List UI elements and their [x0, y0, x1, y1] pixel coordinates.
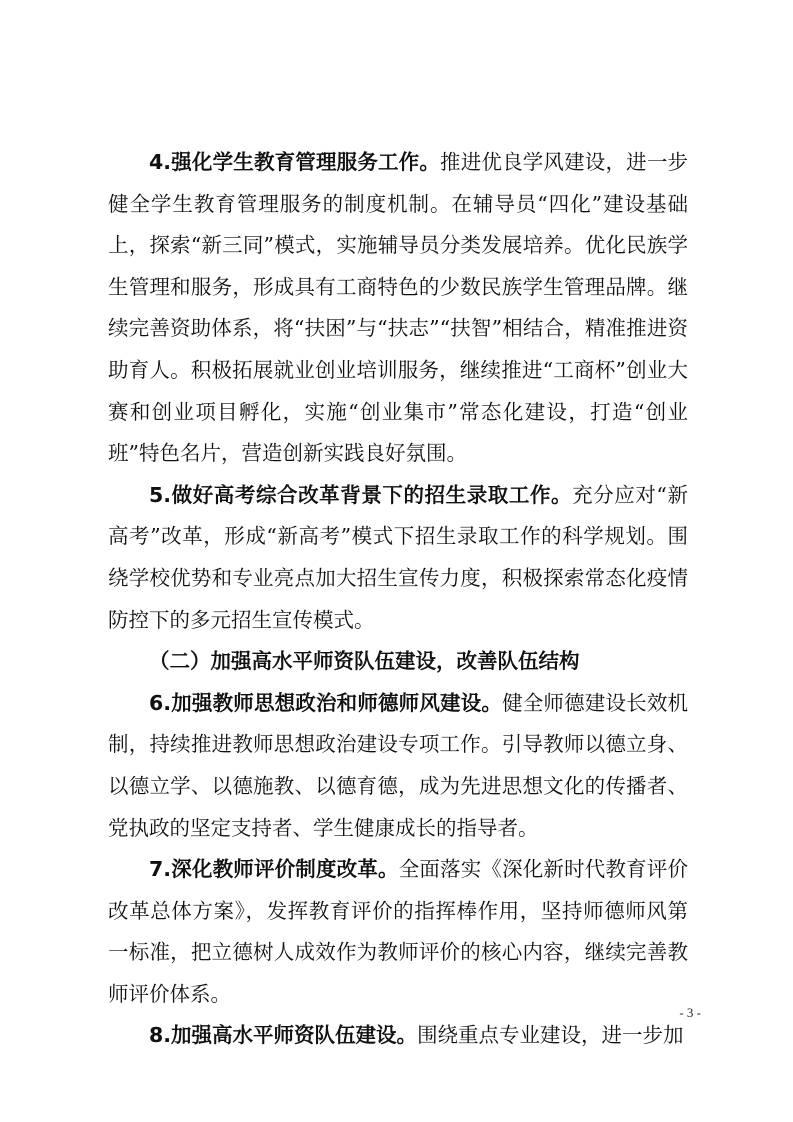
paragraph-heading: 4.强化学生教育管理服务工作。 — [149, 150, 441, 174]
paragraph-heading: 5.做好高考综合改革背景下的招生录取工作。 — [149, 482, 573, 507]
paragraph-student-management — [108, 142, 688, 475]
document-body — [108, 142, 688, 1057]
section-heading: （二）加强高水平师资队伍建设，改善队伍结构 — [149, 649, 580, 674]
paragraph-heading: 8.加强高水平师资队伍建设。 — [149, 1023, 418, 1048]
page-number: - 3 - — [679, 1005, 701, 1020]
paragraph-text: 全面落实《深化新时代教育评价改革总体方案》，发挥教育评价的指挥棒作用，坚持师德师风第一标准，把立德树人成效作为教师评价的核心内容，继续完善教师评价体系。 — [108, 857, 688, 1006]
paragraph-heading: 7.深化教师评价制度改革。 — [149, 857, 399, 882]
paragraph-text: 充分应对“新高考”改革，形成“新高考”模式下招生录取工作的科学规划。围绕学校优势和专业亮点加大招生宣传力度，积极探索常态化疫情防控下的多元招生宣传模式。 — [108, 482, 688, 632]
paragraph-text: 健全师德建设长效机制，持续推进教师思想政治建设专项工作。引导教师以德立身、以德立学、以德施教、以德育德，成为先进思想文化的传播者、党执政的坚定支持者、学生健康成长的指导者。 — [108, 690, 688, 840]
paragraph-teacher-evaluation — [108, 849, 688, 1015]
paragraph-text: 围绕重点专业建设，进一步加 — [417, 1023, 684, 1048]
paragraph-teacher-ethics — [108, 683, 688, 849]
paragraph-text: 推进优良学风建设，进一步健全学生教育管理服务的制度机制。在辅导员“四化”建设基础上，探索“新三同”模式，实施辅导员分类发展培养。优化民族学生管理和服务，形成具有工商特色的少数民族学生管理品牌。继续完善资助体系，将“扶困”与“扶志”“扶智”相结合，精准推进资助育人。积极拓展就业创业培训服务，继续推进“工商杯”创业大赛和创业项目孵化，实施“创业集市”常态化建设，打造“创业班”特色名片，营造创新实践良好氛围。 — [108, 150, 688, 466]
paragraph-faculty-building — [108, 1015, 688, 1057]
paragraph-heading: 6.加强教师思想政治和师德师风建设。 — [149, 690, 503, 715]
paragraph-admissions — [108, 475, 688, 641]
